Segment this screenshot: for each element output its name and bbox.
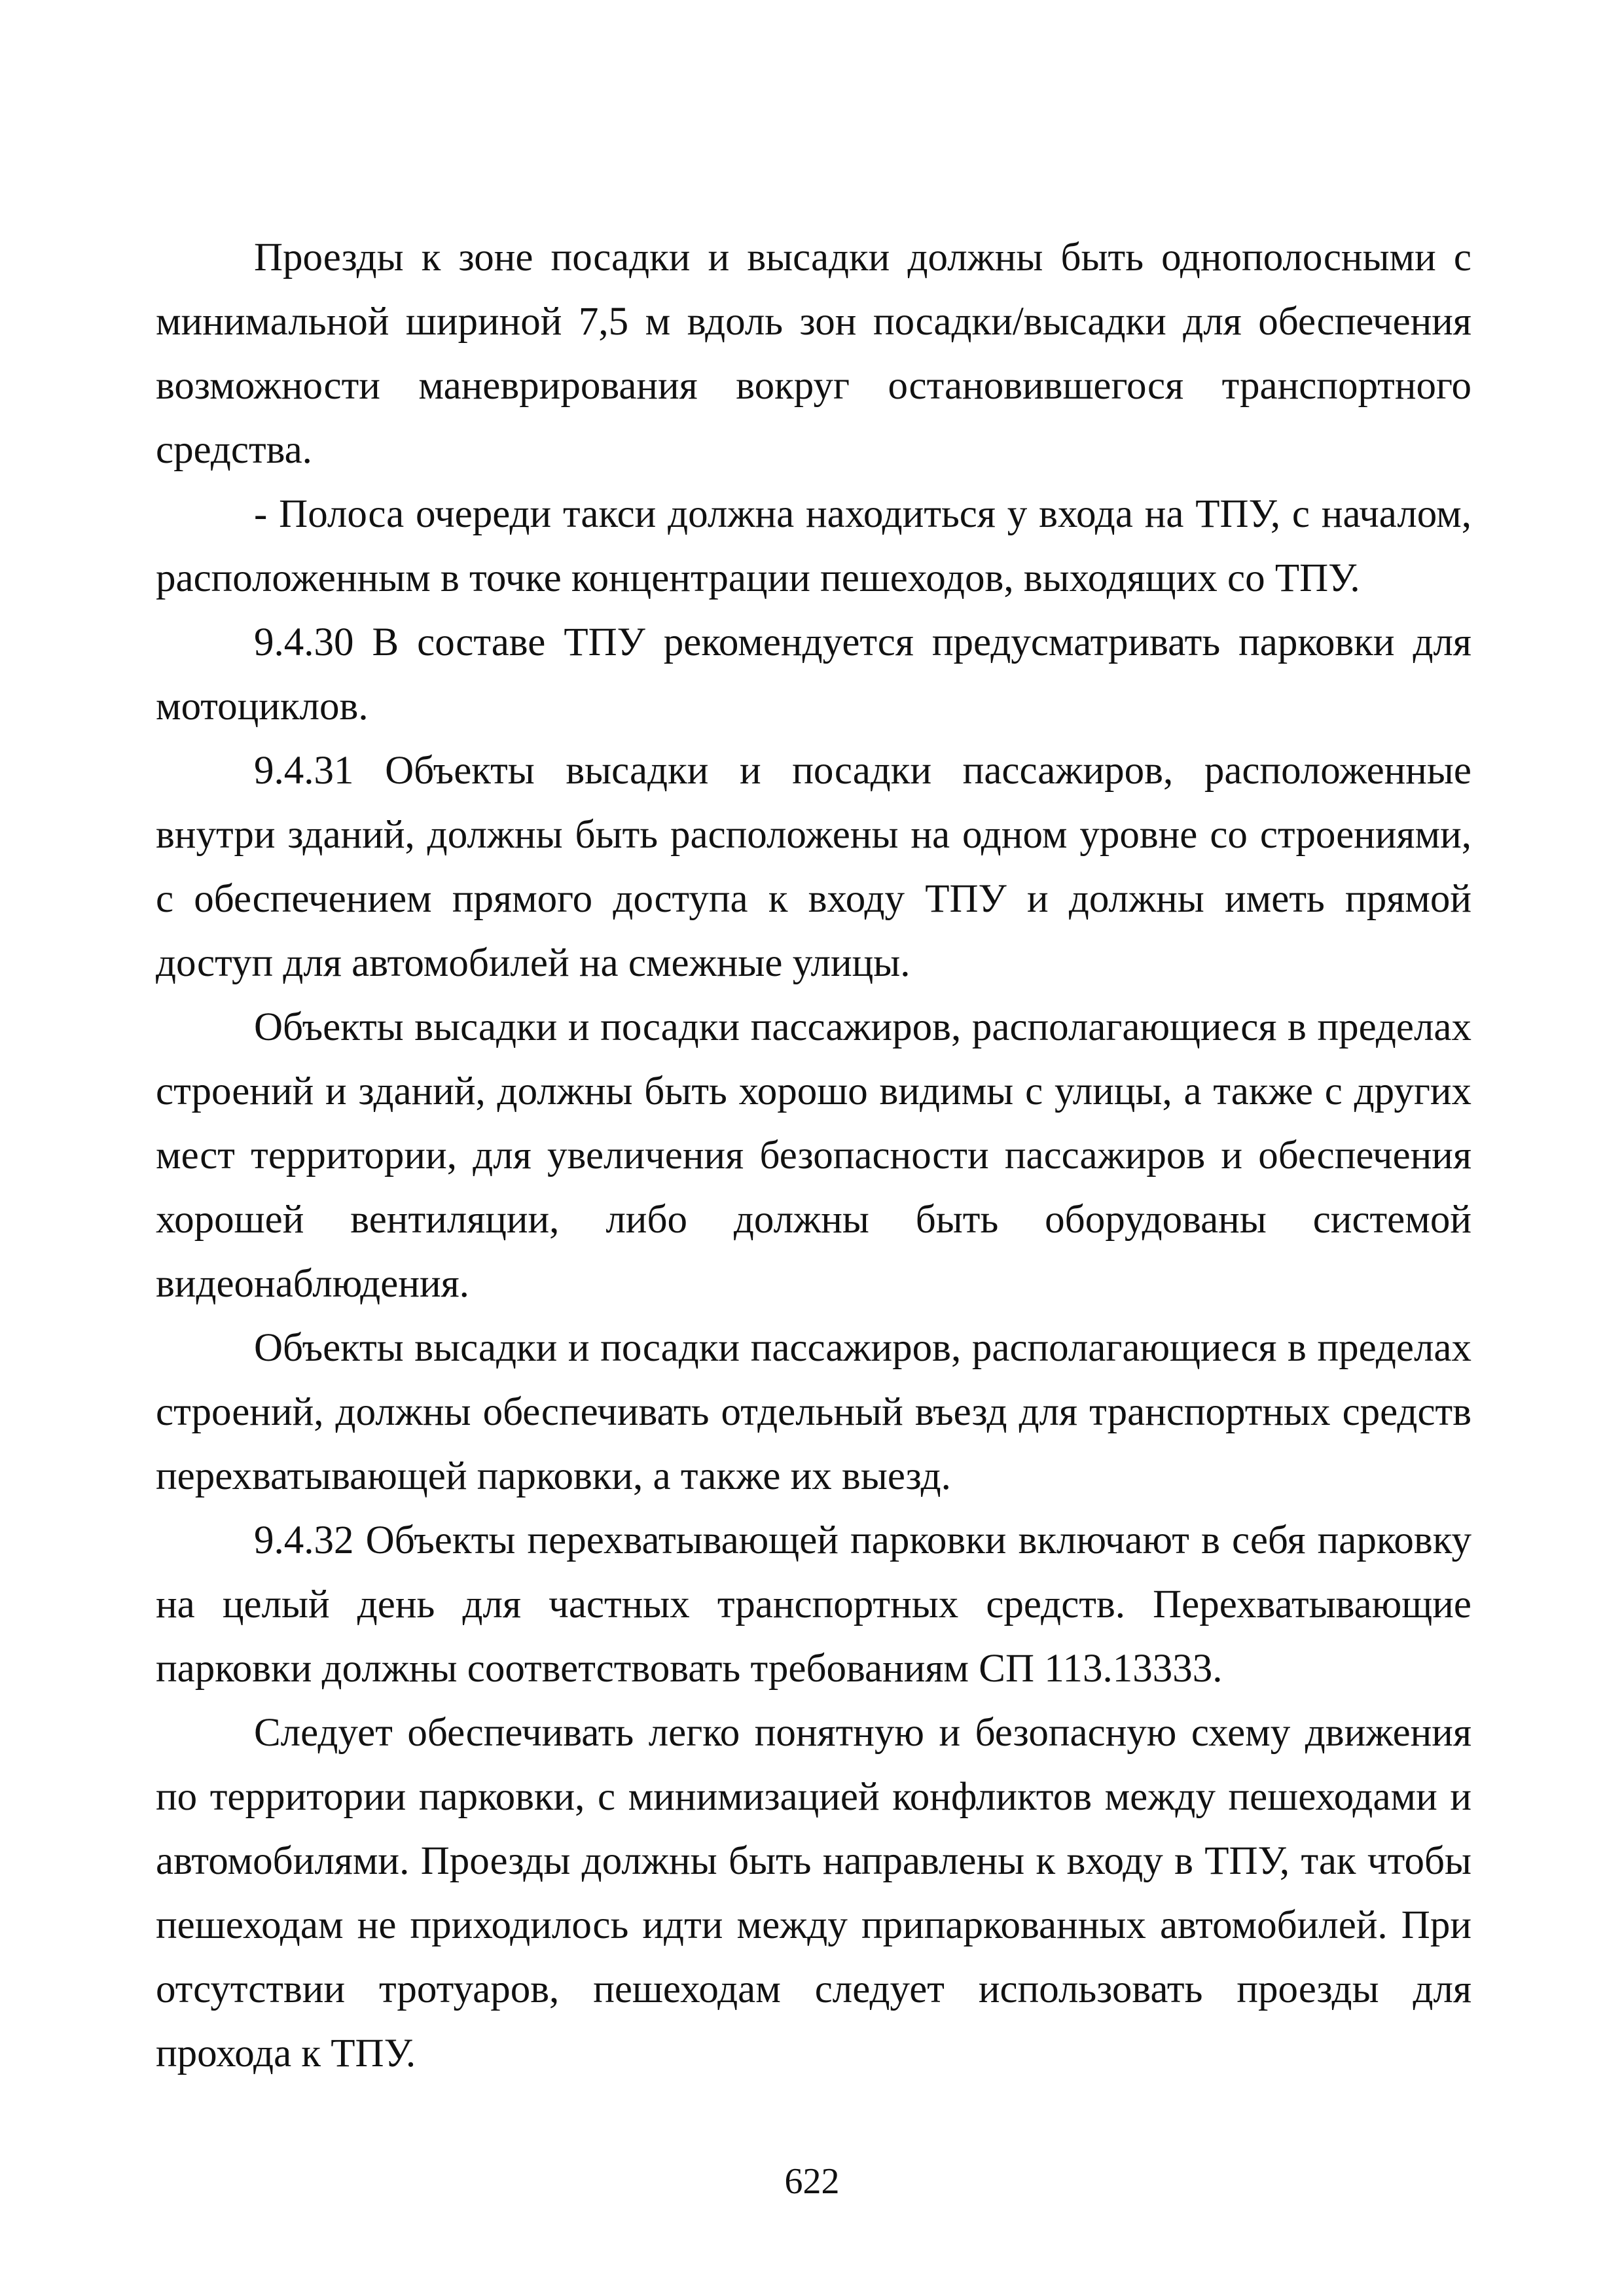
paragraph-traffic-scheme: Следует обеспечивать легко понятную и безопасную схему движения по территории парковки, с минимизацией конфликтов между пешеходами и автомобилями. Проезды должны быть направлены к входу в ТПУ, так чтобы пешеходам не приходилось идти между припаркованных автомобилей. При отсутствии тротуаров, пешеходам следует использовать проезды для прохода к ТПУ. <box>156 1711 1471 2075</box>
paragraph-taxi-queue: - Полоса очереди такси должна находиться у входа на ТПУ, с началом, расположенным в точке концентрации пешеходов, выходящих со ТПУ. <box>156 492 1471 600</box>
paragraph-9-4-32: 9.4.32 Объекты перехватывающей парковки включают в себя парковку на целый день для частных транспортных средств. Перехватывающие парковки должны соответствовать требованиям СП 113.13333. <box>156 1518 1471 1691</box>
paragraph-visibility: Объекты высадки и посадки пассажиров, располагающиеся в пределах строений и зданий, должны быть хорошо видимы с улицы, а также с других мест территории, для увеличения безопасности пассажиров и обеспечения хорошей вентиляции, либо должны быть оборудованы системой видеонаблюдения. <box>156 1005 1471 1306</box>
page-number: 622 <box>784 2161 840 2202</box>
paragraph-9-4-30: 9.4.30 В составе ТПУ рекомендуется предусматривать парковки для мотоциклов. <box>156 620 1471 728</box>
paragraph-9-4-31: 9.4.31 Объекты высадки и посадки пассажиров, расположенные внутри зданий, должны быть расположены на одном уровне со строениями, с обеспечением прямого доступа к входу ТПУ и должны иметь прямой доступ для автомобилей на смежные улицы. <box>156 749 1471 985</box>
paragraph-entry-exit: Объекты высадки и посадки пассажиров, располагающиеся в пределах строений, должны обеспечивать отдельный въезд для транспортных средств перехватывающей парковки, а также их выезд. <box>156 1326 1471 1498</box>
paragraph-driveways: Проезды к зоне посадки и высадки должны быть однополосными с минимальной шириной 7,5 м вдоль зон посадки/высадки для обеспечения возможности маневрирования вокруг остановившегося транспортного средства. <box>156 236 1471 472</box>
body-text <box>156 226 1471 2086</box>
